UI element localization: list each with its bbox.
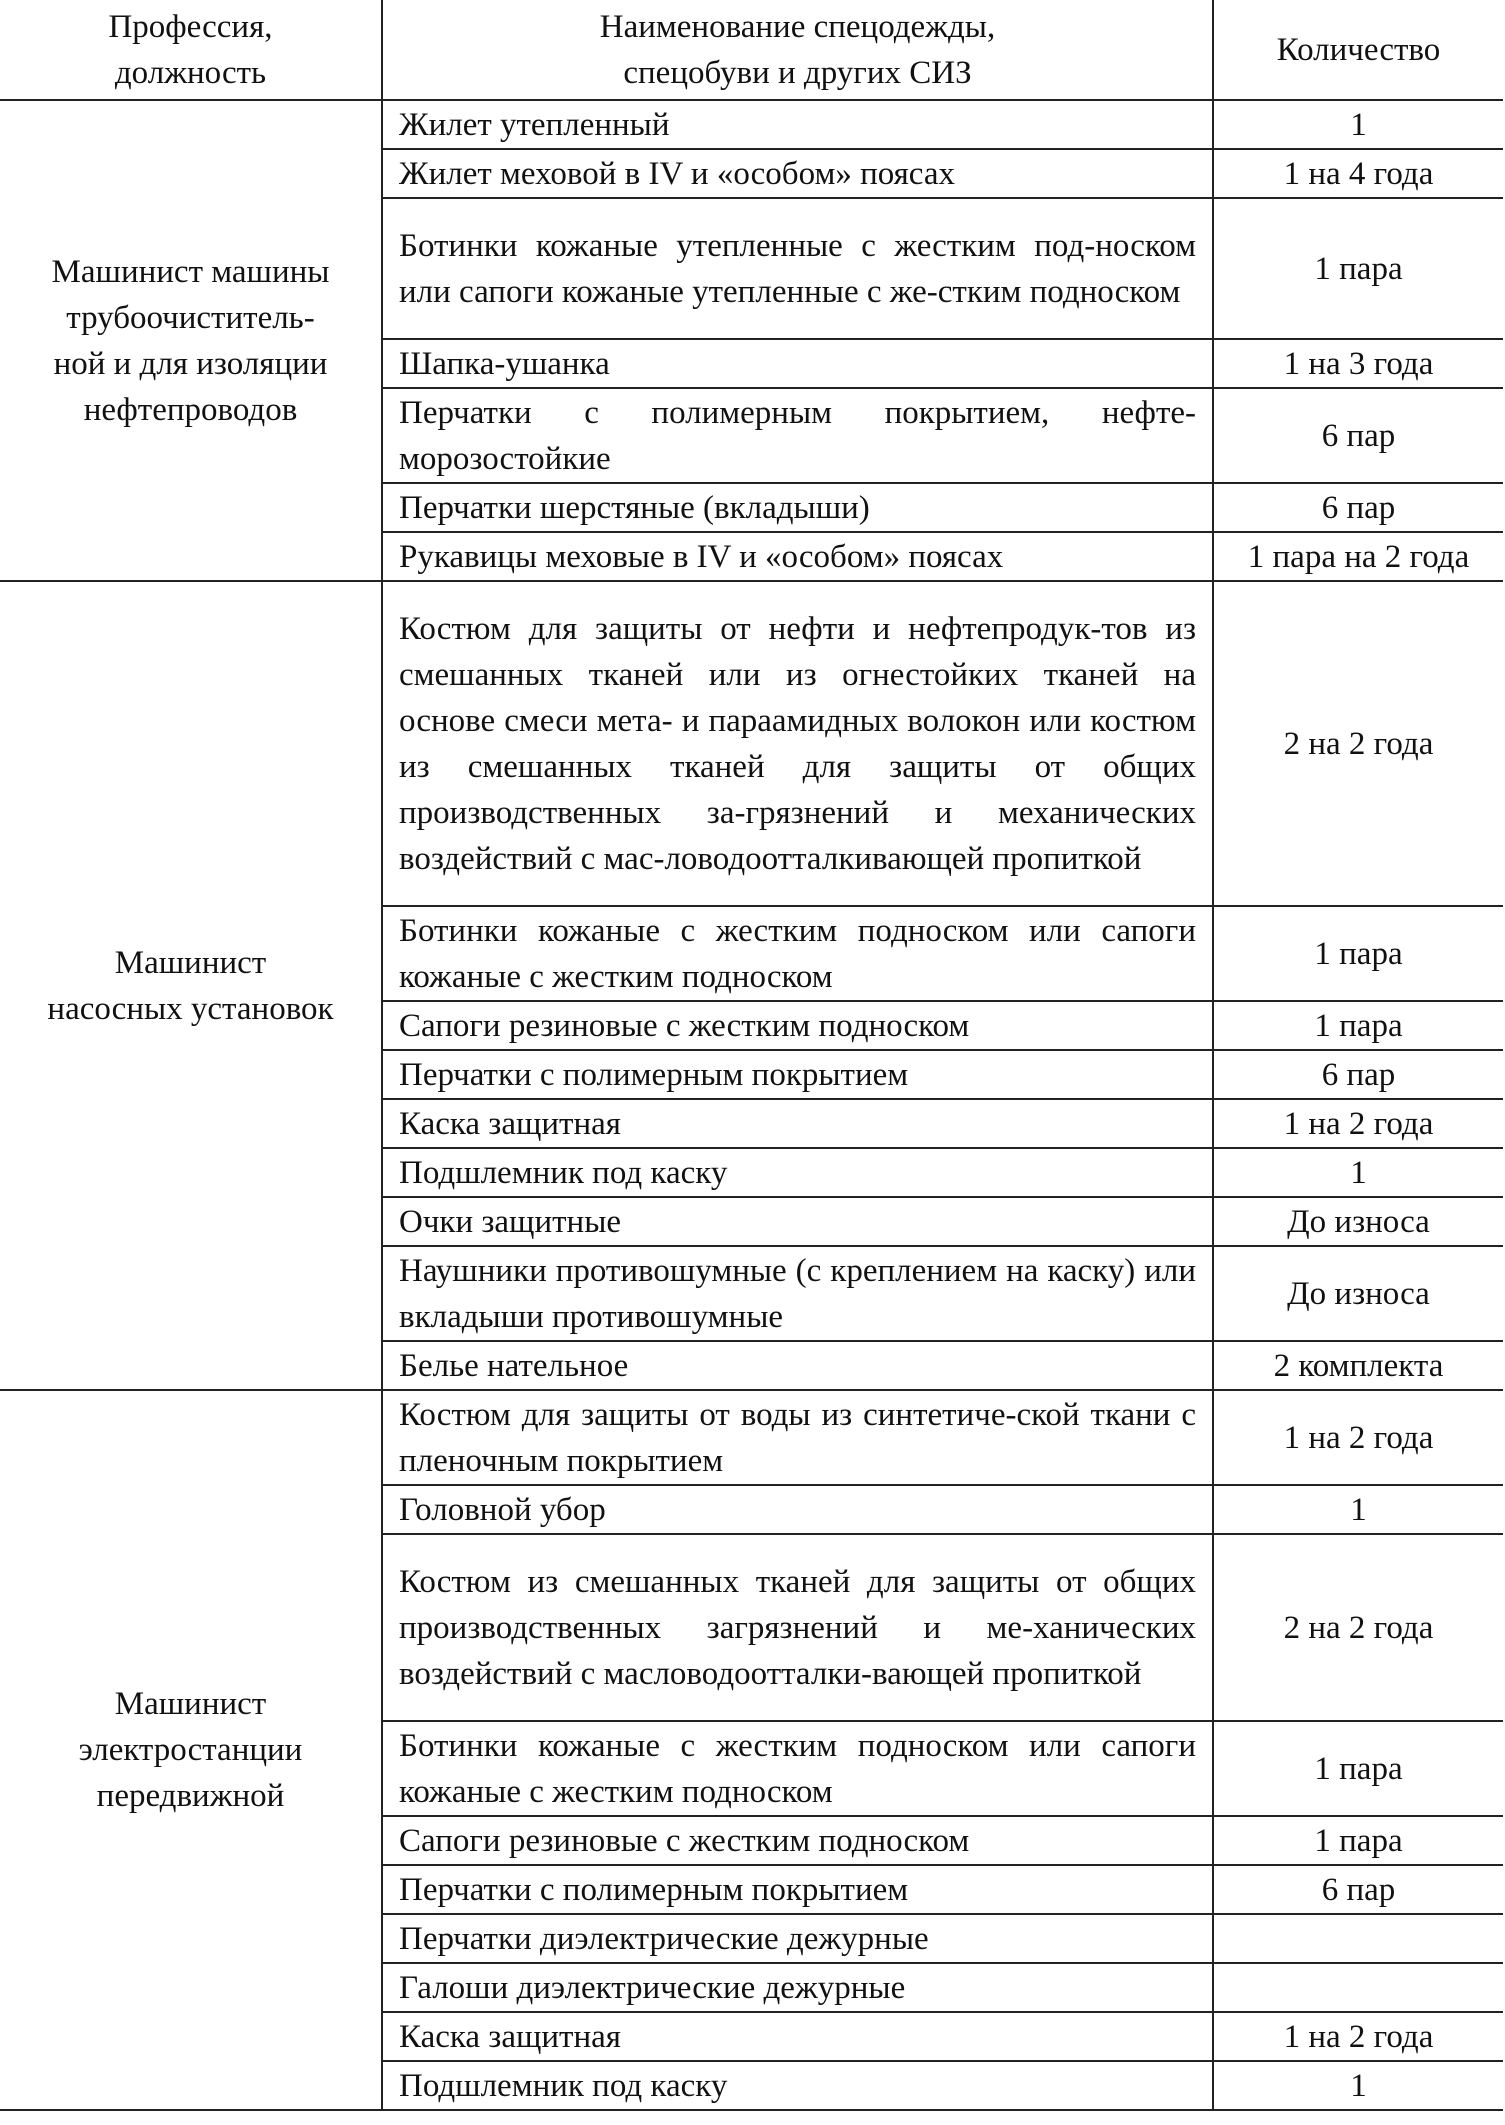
profession-line: трубоочиститель-: [66, 299, 315, 336]
item-quantity: 1: [1213, 2061, 1503, 2110]
item-name: Костюм для защиты от нефти и нефтепродук-тов из смешанных тканей или из огнестойких тканей на основе смеси мета- и параамидных волокон или костюм из смешанных тканей для защиты от общих производственных за-грязнений и механических воздействий с мас-ловодоотталкивающей пропиткой: [382, 581, 1213, 906]
header-profession-line: должность: [114, 54, 267, 91]
item-quantity: 2 комплекта: [1213, 1341, 1503, 1390]
item-name: Сапоги резиновые с жестким подноском: [382, 1001, 1213, 1050]
item-name: Сапоги резиновые с жестким подноском: [382, 1816, 1213, 1865]
header-quantity: Количество: [1213, 0, 1503, 100]
item-name: Перчатки с полимерным покрытием: [382, 1050, 1213, 1099]
table-row: [0, 100, 1503, 149]
item-quantity: [1213, 1963, 1503, 2012]
item-name: Перчатки диэлектрические дежурные: [382, 1914, 1213, 1963]
profession-line: Машинист: [114, 1686, 267, 1722]
item-quantity: 1 на 4 года: [1213, 149, 1503, 198]
header-item: [382, 0, 1213, 100]
profession-line: Машинист: [114, 944, 267, 981]
item-quantity: 2 на 2 года: [1213, 581, 1503, 906]
item-name: Перчатки шерстяные (вкладыши): [382, 483, 1213, 532]
header-item-line: спецобуви и других СИЗ: [623, 54, 972, 91]
item-quantity: 1 пара: [1213, 1001, 1503, 1050]
item-quantity: 6 пар: [1213, 388, 1503, 483]
item-quantity: 1: [1213, 1485, 1503, 1534]
header-profession-line: Профессия,: [108, 8, 273, 45]
item-name: Галоши диэлектрические дежурные: [382, 1963, 1213, 2012]
item-quantity: 6 пар: [1213, 1865, 1503, 1914]
item-name: Костюм для защиты от воды из синтетиче-ской ткани с пленочным покрытием: [382, 1390, 1213, 1485]
item-name: Рукавицы меховые в IV и «особом» поясах: [382, 532, 1213, 581]
item-name: Белье нательное: [382, 1341, 1213, 1390]
item-name: Жилет утепленный: [382, 100, 1213, 149]
header-profession: [0, 0, 382, 100]
item-name: Ботинки кожаные с жестким подноском или сапоги кожаные с жестким подноском: [382, 906, 1213, 1001]
item-name: Наушники противошумные (с креплением на каску) или вкладыши противошумные: [382, 1246, 1213, 1341]
item-quantity: 2 на 2 года: [1213, 1534, 1503, 1721]
item-name: Каска защитная: [382, 2012, 1213, 2061]
profession-line: нефтепроводов: [83, 391, 298, 428]
profession-cell: [0, 100, 382, 581]
table-header: [0, 0, 1503, 100]
table-row: [0, 1390, 1503, 1485]
item-name: Костюм из смешанных тканей для защиты от общих производственных загрязнений и ме-ханических воздействий с масловодоотталки-вающей пропиткой: [382, 1534, 1213, 1721]
profession-line: ной и для изоляции: [53, 345, 328, 382]
profession-cell: [0, 581, 382, 1390]
profession-line: электростанции: [78, 1732, 303, 1768]
item-quantity: 1: [1213, 1148, 1503, 1197]
item-name: Перчатки с полимерным покрытием, нефте-морозостойкие: [382, 388, 1213, 483]
item-quantity: До износа: [1213, 1197, 1503, 1246]
item-quantity: 1 пара на 2 года: [1213, 532, 1503, 581]
item-name: Подшлемник под каску: [382, 2061, 1213, 2110]
table-row: [0, 581, 1503, 906]
item-name: Ботинки кожаные с жестким подноском или сапоги кожаные с жестким подноском: [382, 1721, 1213, 1816]
header-item-line: Наименование спецодежды,: [599, 8, 996, 45]
item-name: Шапка-ушанка: [382, 339, 1213, 388]
item-quantity: До износа: [1213, 1246, 1503, 1341]
item-quantity: 1 на 2 года: [1213, 2012, 1503, 2061]
profession-group: [0, 581, 1503, 1390]
item-quantity: 1 пара: [1213, 906, 1503, 1001]
item-name: Каска защитная: [382, 1099, 1213, 1148]
item-name: Очки защитные: [382, 1197, 1213, 1246]
item-quantity: 1 на 3 года: [1213, 339, 1503, 388]
item-quantity: 1 пара: [1213, 1816, 1503, 1865]
item-name: Перчатки с полимерным покрытием: [382, 1865, 1213, 1914]
item-name: Подшлемник под каску: [382, 1148, 1213, 1197]
profession-group: [0, 1390, 1503, 2110]
item-name: Жилет меховой в IV и «особом» поясах: [382, 149, 1213, 198]
item-name: Головной убор: [382, 1485, 1213, 1534]
item-quantity: 6 пар: [1213, 483, 1503, 532]
item-name: Ботинки кожаные утепленные с жестким под-носком или сапоги кожаные утепленные с же-стким подноском: [382, 198, 1213, 339]
item-quantity: 1 пара: [1213, 1721, 1503, 1816]
item-quantity: [1213, 1914, 1503, 1963]
item-quantity: 1 на 2 года: [1213, 1099, 1503, 1148]
item-quantity: 1: [1213, 100, 1503, 149]
item-quantity: 1 пара: [1213, 198, 1503, 339]
header-row: [0, 0, 1503, 100]
item-quantity: 6 пар: [1213, 1050, 1503, 1099]
profession-cell: [0, 1390, 382, 2110]
profession-line: насосных установок: [47, 990, 334, 1027]
profession-line: передвижной: [96, 1778, 285, 1814]
profession-line: Машинист машины: [51, 253, 330, 290]
item-quantity: 1 на 2 года: [1213, 1390, 1503, 1485]
profession-group: [0, 100, 1503, 581]
